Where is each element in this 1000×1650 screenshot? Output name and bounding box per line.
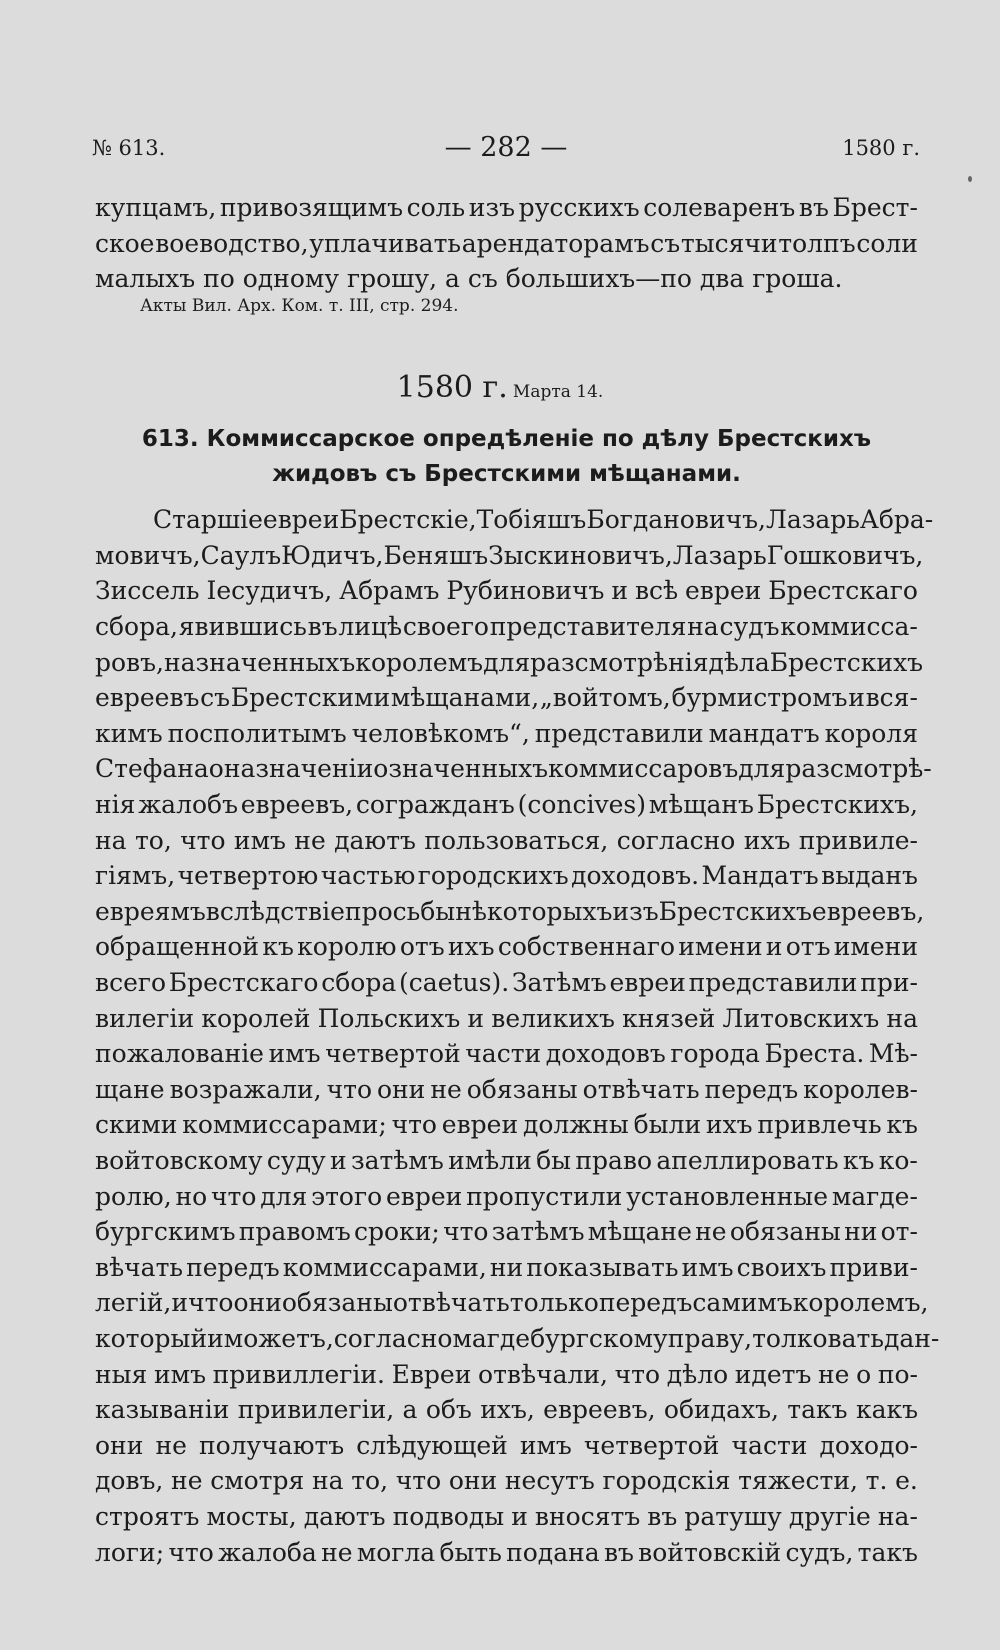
text-line: нія жалобъ евреевъ, согражданъ (concives) мѣщанъ Брестскихъ, <box>95 790 918 820</box>
text-line: всего Брестскаго сбора (caetus). Затѣмъ евреи представили при- <box>95 968 918 998</box>
text-line: бургскимъ правомъ сроки; что затѣмъ мѣщане не обязаны ни от- <box>95 1217 918 1247</box>
text-line: мовичъ, Саулъ Юдичъ, Беняшъ Зыскиновичъ, Лазарь Гошковичъ, <box>95 540 924 570</box>
text-line: ролю, но что для этого евреи пропустили установленные магде- <box>95 1181 918 1211</box>
header-year: 1580 г. <box>842 136 920 160</box>
text-line: строятъ мосты, даютъ подводы и вносятъ въ ратушу другіе на- <box>95 1501 918 1531</box>
text-line: обращенной къ королю отъ ихъ собственнаго имени и отъ имени <box>95 932 918 962</box>
intro-paragraph <box>95 190 918 297</box>
text-line: сбора, явившись въ лицѣ своего представителя на судъ коммисса- <box>95 612 918 642</box>
text-line: гіямъ, четвертою частью городскихъ доходовъ. Мандатъ выданъ <box>95 861 918 891</box>
text-line: Старшіе евреи Брестскіе, Тобіяшъ Богдановичъ, Лазарь Абра- <box>153 505 934 535</box>
text-line: который и можетъ, согласно магдебургскому праву, толковать дан- <box>95 1323 940 1353</box>
text-line: ровъ, назначенныхъ королемъ для разсмотрѣнія дѣла Брестскихъ <box>95 647 924 677</box>
text-line: евреямъ вслѣдствіе просьбы нѣкоторыхъ изъ Брестскихъ евреевъ, <box>95 896 925 926</box>
text-line: щане возражали, что они не обязаны отвѣчать передъ королев- <box>95 1074 918 1104</box>
text-line: логи; что жалоба не могла быть подана въ войтовскій судъ, такъ <box>95 1537 918 1567</box>
text-line: кимъ посполитымъ человѣкомъ“, представили мандатъ короля <box>95 718 918 748</box>
citation: Акты Вил. Арх. Ком. т. III, стр. 294. <box>140 296 459 316</box>
document-title: 613. Коммиссарское опредѣленіе по дѣлу Брестскихъ жидовъ съ Брестскими мѣщанами. <box>141 426 872 487</box>
text-line: казываніи привилегіи, а объ ихъ, евреевъ, обидахъ, такъ какъ <box>95 1395 918 1425</box>
text-line: купцамъ, привозящимъ соль изъ русскихъ солеваренъ въ Брест- <box>95 193 918 223</box>
text-line: войтовскому суду и затѣмъ имѣли бы право апеллировать къ ко- <box>95 1145 918 1175</box>
text-line: довъ, не смотря на то, что они несутъ городскія тяжести, т. е. <box>95 1466 918 1496</box>
page-number: — 282 — <box>444 132 568 163</box>
text-line: легій, и что они обязаны отвѣчать только передъ самимъ королемъ, <box>95 1288 929 1318</box>
text-line: ныя имъ привиллегіи. Евреи отвѣчали, что дѣло идетъ не о по- <box>95 1359 918 1389</box>
text-line: пожалованіе имъ четвертой части доходовъ города Бреста. Мѣ- <box>95 1039 918 1069</box>
body-paragraph <box>95 502 940 1570</box>
date-heading-year: 1580 г. <box>396 370 508 405</box>
text-line: малыхъ по одному грошу, а съ большихъ—по два гроша. <box>95 264 843 294</box>
text-line: евреевъ съ Брестскими мѣщанами, „войтомъ, бурмистромъ и вся- <box>95 683 918 713</box>
text-line: вилегіи королей Польскихъ и великихъ князей Литовскихъ на <box>95 1003 918 1033</box>
ink-spot <box>968 176 972 182</box>
text-line: вѣчать передъ коммиссарами, ни показывать имъ своихъ приви- <box>95 1252 918 1282</box>
text-line: Стефана о назначеніи означенныхъ коммиссаровъ для разсмотрѣ- <box>95 754 932 784</box>
text-line: скими коммиссарами; что евреи должны были ихъ привлечь къ <box>95 1110 918 1140</box>
text-line: они не получаютъ слѣдующей имъ четвертой части доходо- <box>95 1430 918 1460</box>
document-number: № 613. <box>92 136 166 160</box>
date-heading <box>0 370 1000 405</box>
date-heading-date: Марта 14. <box>512 382 604 402</box>
text-line: Зиссель Іесудичъ, Абрамъ Рубиновичъ и всѣ евреи Брестскаго <box>95 576 918 606</box>
text-line: на то, что имъ не даютъ пользоваться, согласно ихъ привиле- <box>95 825 918 855</box>
running-header <box>92 132 920 166</box>
text-line: ское воеводство, уплачивать арендаторамъ съ тысячи толпъ соли <box>95 228 918 258</box>
